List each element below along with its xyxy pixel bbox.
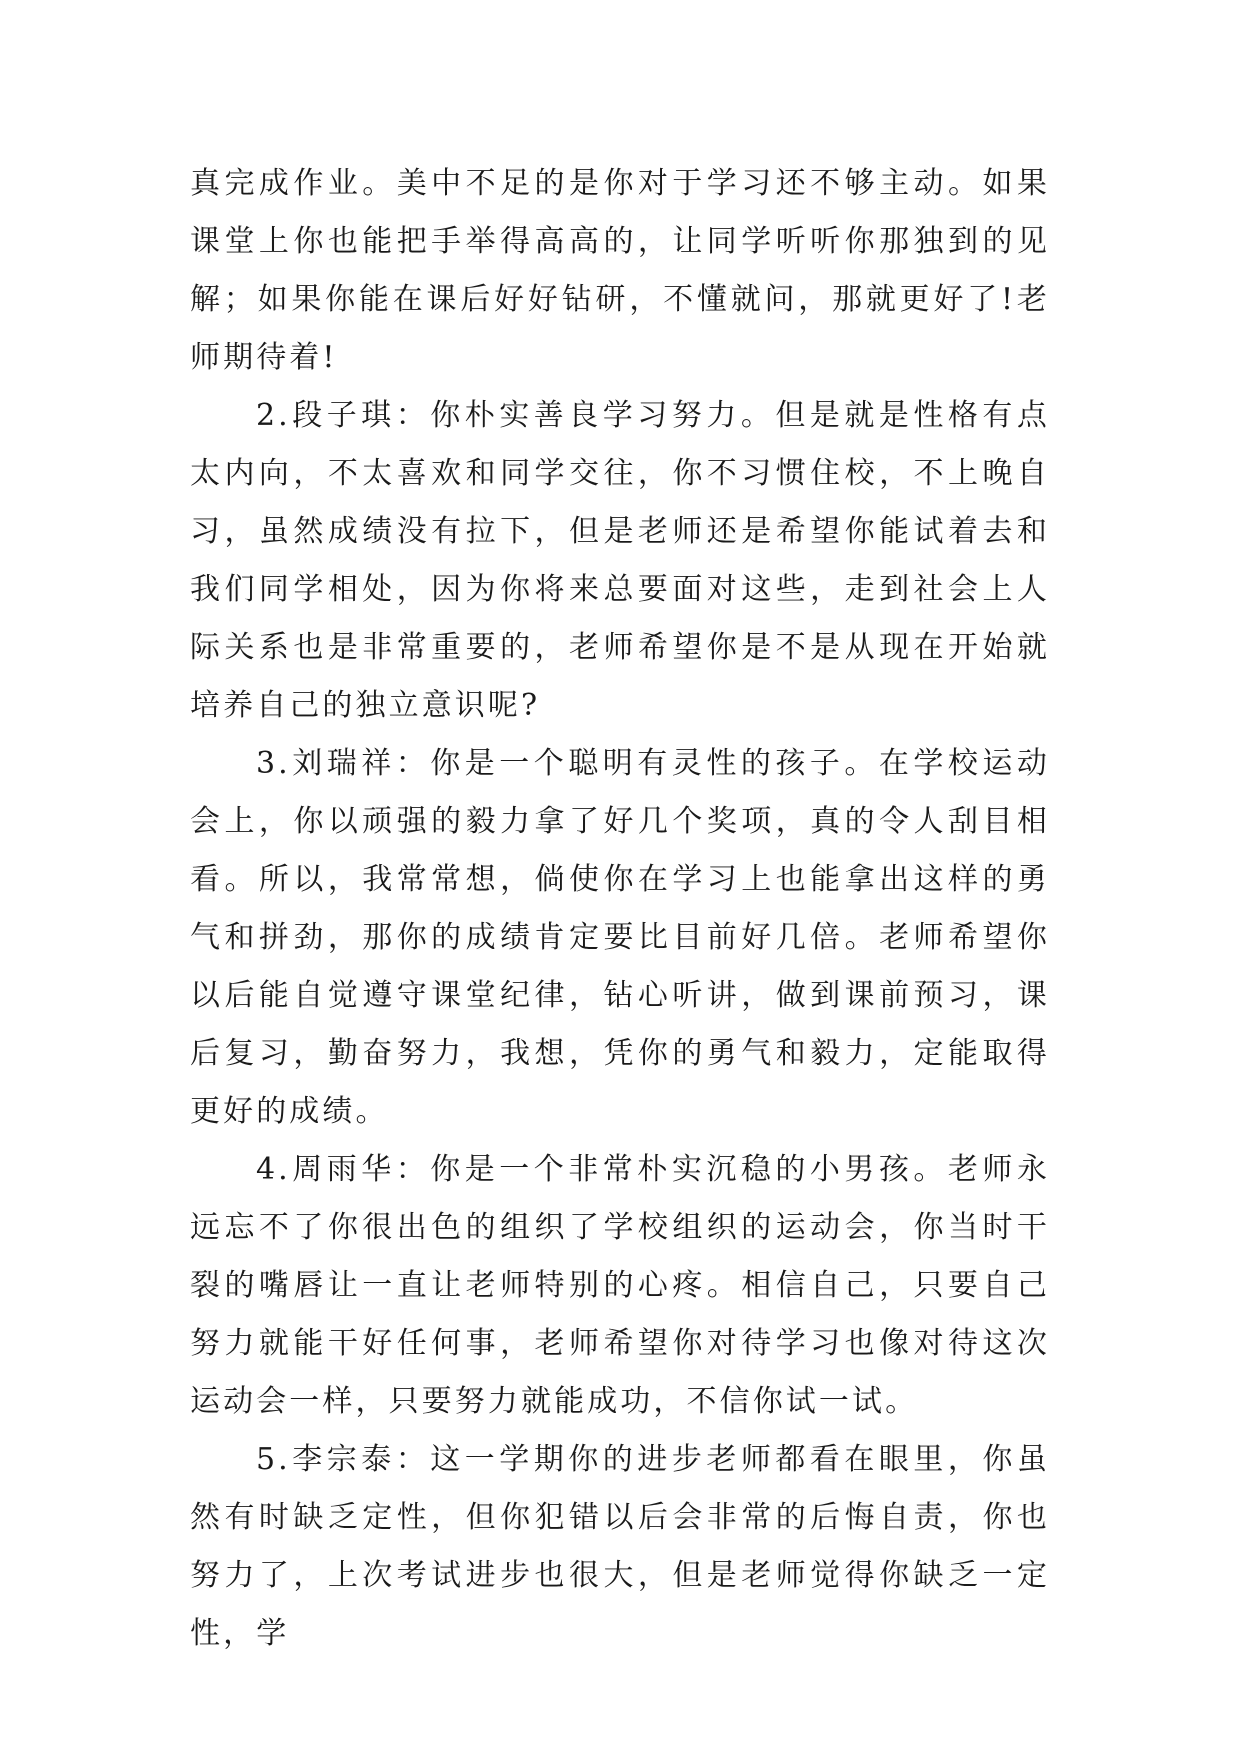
paragraph-zhou-yuhua: 4.周雨华：你是一个非常朴实沉稳的小男孩。老师永远忘不了你很出色的组织了学校组织的运动会，你当时干裂的嘴唇让一直让老师特别的心疼。相信自己，只要自己努力就能干好任何事，老师希望你对待学习也像对待这次运动会一样，只要努力就能成功，不信你试一试。 (190, 1152, 1050, 1419)
paragraph-li-zongtai: 5.李宗泰：这一学期你的进步老师都看在眼里，你虽然有时缺乏定性，但你犯错以后会非常的后悔自责，你也努力了，上次考试进步也很大，但是老师觉得你缺乏一定性，学 (190, 1442, 1050, 1651)
document-body (190, 155, 1050, 1663)
paragraph-continuation: 真完成作业。美中不足的是你对于学习还不够主动。如果课堂上你也能把手举得高高的，让同学听听你那独到的见解；如果你能在课后好好钻研，不懂就问，那就更好了!老师期待着! (190, 166, 1050, 375)
paragraph-liu-ruixiang: 3.刘瑞祥：你是一个聪明有灵性的孩子。在学校运动会上，你以顽强的毅力拿了好几个奖项，真的令人刮目相看。所以，我常常想，倘使你在学习上也能拿出这样的勇气和拼劲，那你的成绩肯定要比目前好几倍。老师希望你以后能自觉遵守课堂纪律，钻心听讲，做到课前预习，课后复习，勤奋努力，我想，凭你的勇气和毅力，定能取得更好的成绩。 (190, 746, 1050, 1129)
paragraph-duan-ziqi: 2.段子琪：你朴实善良学习努力。但是就是性格有点太内向，不太喜欢和同学交往，你不习惯住校，不上晚自习，虽然成绩没有拉下，但是老师还是希望你能试着去和我们同学相处，因为你将来总要面对这些，走到社会上人际关系也是非常重要的，老师希望你是不是从现在开始就培养自己的独立意识呢? (190, 398, 1050, 723)
